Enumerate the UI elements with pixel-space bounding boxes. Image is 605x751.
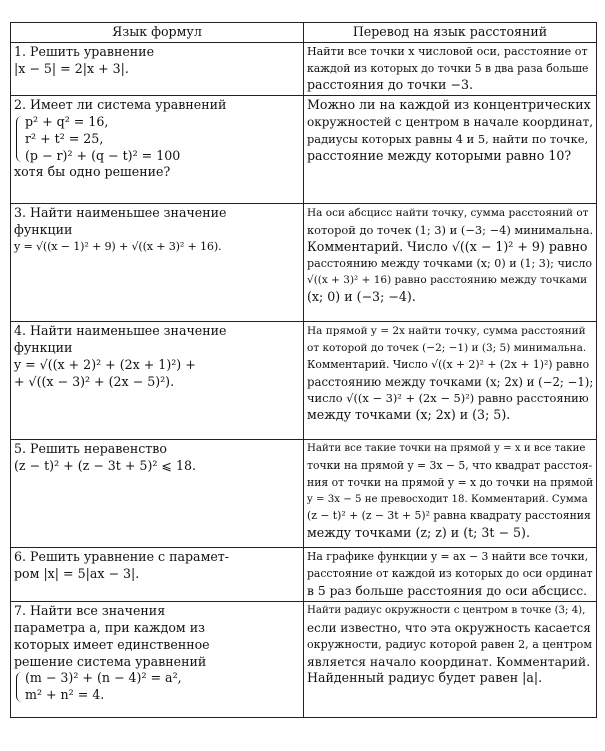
row2-system-equation: p² + q² = 16, [25,113,109,129]
row1-right-line: Найти все точки x числовой оси, расстояние от [307,44,588,58]
table-row [11,204,597,322]
row5-distance-cell [304,440,597,548]
row2-system-equation: r² + t² = 25, [25,130,104,146]
row6-left-line: ром |x| = 5|ax − 3|. [14,565,140,581]
table-row [11,440,597,548]
row1-left-line: 1. Решить уравнение [14,43,155,59]
row5-formula-cell [11,440,304,548]
row4-distance-cell [304,322,597,440]
row4-left-line: функции [14,339,73,355]
row4-left-line: 4. Найти наименьшее значение [14,323,227,339]
row5-right-line: y = 3x − 5 не превосходит 18. Комментарий. Сумма [307,493,588,505]
row3-left-line: 3. Найти наименьшее значение [14,205,227,221]
row4-right-line: от которой до точек (−2; −1) и (3; 5) минимальна. [307,341,587,354]
row2-right-line: расстояние между которыми равно 10? [307,147,572,163]
row7-system-equation: m² + n² = 4. [25,687,105,703]
row3-distance-cell [304,204,597,322]
row7-formula-cell [11,602,304,718]
table-row [11,602,597,718]
row3-right-line: которой до точек (1; 3) и (−3; −4) минимальна. [307,222,594,237]
row1-right-line: каждой из которых до точки 5 в два раза больше [307,61,589,75]
row2-equation-system [14,114,300,164]
row4-right-line: между точками (x; 2x) и (3; 5). [307,407,511,423]
row6-right-line: в 5 раз больше расстояния до оси абсцисс. [307,583,588,598]
row2-right-line: окружностей с центром в начале координат, [307,114,594,129]
curly-brace-icon [16,672,22,702]
row5-right-line: ния от точки на прямой y = x до точки на прямой [307,475,594,489]
header-formula-language: Язык формул [11,23,304,43]
row4-right-line: расстоянию между точками (x; 2x) и (−2; −1); [307,374,594,389]
row1-left-line: |x − 5| = 2|x + 3|. [14,60,129,76]
row7-left-line: решение система уравнений [14,653,207,669]
table-header-row [11,23,597,43]
row3-right-line: (x; 0) и (−3; −4). [307,289,416,305]
row6-left-line: 6. Решить уравнение с парамет- [14,549,230,565]
row5-right-line: между точками (z; z) и (t; 3t − 5). [307,525,530,541]
row4-right-line: число √((x − 3)² + (2x − 5)²) равно расстоянию [307,391,589,406]
row1-right-line: расстояния до точки −3. [307,77,473,93]
row3-left-line: y = √((x − 1)² + 9) + √((x + 3)² + 16). [14,239,222,253]
row5-left-line: (z − t)² + (z − 3t + 5)² ⩽ 18. [14,457,196,473]
table-row [11,548,597,602]
row4-right-line: Комментарий. Число √((x + 2)² + (2x + 1)²) равно [307,357,590,371]
row3-left-line: функции [14,221,73,237]
row3-right-line: √((x + 3)² + 16) равно расстоянию между точками [307,274,588,287]
header-distance-language: Перевод на язык расстояний [304,23,597,43]
row7-left-line: которых имеет единственное [14,636,210,652]
row2-formula-cell [11,96,304,204]
row5-right-line: Найти все такие точки на прямой y = x и все такие [307,443,586,455]
row4-formula-cell [11,322,304,440]
row4-right-line: На прямой y = 2x найти точку, сумма расстояний [307,325,586,338]
row7-system-equation: (m − 3)² + (n − 4)² = a², [25,670,182,686]
row3-right-line: расстоянию между точками (x; 0) и (1; 3); число [307,256,593,270]
curly-brace-icon [16,116,22,162]
row1-formula-cell [11,42,304,95]
table-row [11,96,597,204]
row5-right-line: точки на прямой y = 3x − 5, что квадрат расстоя- [307,458,593,472]
row2-right-line: Можно ли на каждой из концентрических [307,97,591,113]
row4-left-line: + √((x − 3)² + (2x − 5)²). [14,373,175,389]
row2-system-equation: (p − r)² + (q − t)² = 100 [25,147,181,163]
row1-distance-cell [304,42,597,95]
row7-right-line: является начало координат. Комментарий. [307,654,591,669]
row7-left-line: 7. Найти все значения [14,603,166,619]
row6-right-line: На графике функции y = ax − 3 найти все точки, [307,550,589,564]
row2-left-outro: хотя бы одно решение? [14,164,171,180]
row2-distance-cell [304,96,597,204]
row6-formula-cell [11,548,304,602]
row5-left-line: 5. Решить неравенство [14,441,167,457]
row7-right-line: окружности, радиус которой равен 2, а центром [307,637,592,651]
row7-right-line: Найденный радиус будет равен |a|. [307,670,543,686]
table-row [11,42,597,95]
row2-right-line: радиусы которых равны 4 и 5, найти по точке, [307,131,589,146]
row3-right-line: На оси абсцисс найти точку, сумма расстояний от [307,207,589,220]
row7-equation-system [14,670,300,704]
row3-right-line: Комментарий. Число √((x − 1)² + 9) равно [307,238,588,254]
table-row [11,322,597,440]
row7-left-line: параметра a, при каждом из [14,619,205,635]
row6-distance-cell [304,548,597,602]
row4-left-line: y = √((x + 2)² + (2x + 1)²) + [14,356,196,372]
row7-distance-cell [304,602,597,718]
row3-formula-cell [11,204,304,322]
row7-right-line: если известно, что эта окружность касается [307,620,591,635]
formula-translation-table [10,22,597,718]
row2-left-intro: 2. Имеет ли система уравнений [14,97,227,113]
row6-right-line: расстояние от каждой из которых до оси ординат [307,566,593,580]
row7-right-line: Найти радиус окружности с центром в точке (3; 4), [307,605,586,617]
row5-right-line: (z − t)² + (z − 3t + 5)² равна квадрату расстояния [307,509,591,523]
